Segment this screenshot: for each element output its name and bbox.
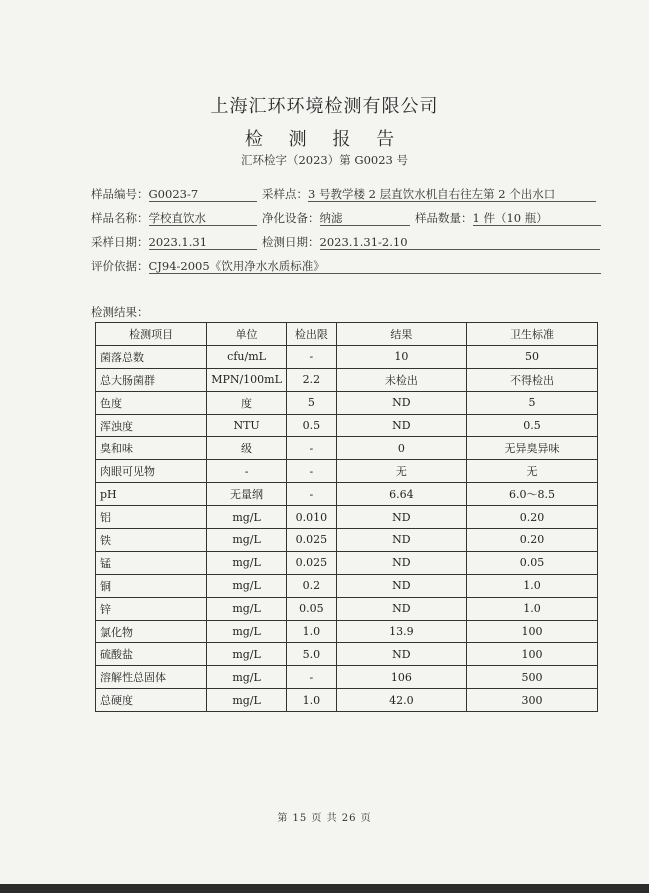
table-header-row (96, 323, 598, 346)
cell-result: 13.9 (336, 620, 466, 643)
cell-detection-limit: - (286, 483, 336, 506)
cell-unit: MPN/100mL (207, 368, 287, 391)
cell-result: ND (336, 574, 466, 597)
cell-detection-limit: 0.05 (286, 597, 336, 620)
table-row (96, 437, 598, 460)
cell-item: 溶解性总固体 (96, 666, 207, 689)
table-row (96, 345, 598, 368)
cell-result: ND (336, 597, 466, 620)
cell-unit: mg/L (207, 551, 287, 574)
table-row (96, 368, 598, 391)
cell-result: ND (336, 643, 466, 666)
sample-no-value: G0023-7 (149, 187, 257, 202)
header-item: 检测项目 (96, 323, 207, 346)
cell-result: ND (336, 506, 466, 529)
cell-item: 氯化物 (96, 620, 207, 643)
basis-field (91, 258, 601, 274)
sample-no-label: 样品编号： (91, 187, 149, 201)
cell-unit: mg/L (207, 666, 287, 689)
cell-detection-limit: 5 (286, 391, 336, 414)
header-detection-limit: 检出限 (286, 323, 336, 346)
cell-result: ND (336, 414, 466, 437)
cell-unit: mg/L (207, 597, 287, 620)
table-row (96, 643, 598, 666)
cell-item: 菌落总数 (96, 345, 207, 368)
cell-detection-limit: - (286, 345, 336, 368)
test-date-label: 检测日期： (262, 235, 320, 249)
cell-detection-limit: 1.0 (286, 620, 336, 643)
cell-standard: 1.0 (466, 574, 597, 597)
cell-result: ND (336, 551, 466, 574)
header-result: 结果 (336, 323, 466, 346)
cell-item: 硫酸盐 (96, 643, 207, 666)
sample-name-label: 样品名称： (91, 211, 149, 225)
cell-item: 浑浊度 (96, 414, 207, 437)
cell-detection-limit: - (286, 460, 336, 483)
cell-standard: 100 (466, 643, 597, 666)
cell-standard: 无 (466, 460, 597, 483)
cell-unit: 级 (207, 437, 287, 460)
cell-unit: mg/L (207, 620, 287, 643)
cell-item: 总大肠菌群 (96, 368, 207, 391)
cell-detection-limit: 0.2 (286, 574, 336, 597)
cell-result: 106 (336, 666, 466, 689)
cell-detection-limit: 0.5 (286, 414, 336, 437)
purify-field (262, 210, 410, 226)
header-standard: 卫生标准 (466, 323, 597, 346)
cell-standard: 6.0～8.5 (466, 483, 597, 506)
cell-standard: 50 (466, 345, 597, 368)
table-row (96, 689, 598, 712)
cell-result: 未检出 (336, 368, 466, 391)
cell-item: 臭和味 (96, 437, 207, 460)
cell-item: 铁 (96, 529, 207, 552)
cell-standard: 无异臭异味 (466, 437, 597, 460)
basis-value: CJ94-2005《饮用净水水质标准》 (149, 259, 601, 274)
cell-standard: 0.05 (466, 551, 597, 574)
cell-standard: 500 (466, 666, 597, 689)
cell-detection-limit: 2.2 (286, 368, 336, 391)
cell-unit: mg/L (207, 574, 287, 597)
header-unit: 单位 (207, 323, 287, 346)
cell-item: 色度 (96, 391, 207, 414)
sample-name-field (91, 210, 257, 226)
cell-unit: 无量纲 (207, 483, 287, 506)
cell-unit: cfu/mL (207, 345, 287, 368)
table-row (96, 574, 598, 597)
cell-item: 铜 (96, 574, 207, 597)
purify-label: 净化设备： (262, 211, 320, 225)
cell-detection-limit: 0.025 (286, 551, 336, 574)
cell-result: 10 (336, 345, 466, 368)
cell-unit: mg/L (207, 529, 287, 552)
cell-unit: NTU (207, 414, 287, 437)
cell-result: ND (336, 529, 466, 552)
cell-detection-limit: - (286, 666, 336, 689)
cell-item: 总硬度 (96, 689, 207, 712)
table-row (96, 483, 598, 506)
cell-standard: 0.20 (466, 506, 597, 529)
table-row (96, 506, 598, 529)
cell-detection-limit: 0.025 (286, 529, 336, 552)
table-row (96, 597, 598, 620)
cell-standard: 0.5 (466, 414, 597, 437)
cell-unit: mg/L (207, 689, 287, 712)
cell-result: 6.64 (336, 483, 466, 506)
table-row (96, 391, 598, 414)
sample-no-field (91, 186, 257, 202)
cell-unit: - (207, 460, 287, 483)
test-date-value: 2023.1.31-2.10 (320, 235, 600, 250)
sample-date-label: 采样日期： (91, 235, 149, 249)
sample-date-value: 2023.1.31 (149, 235, 257, 250)
cell-result: ND (336, 391, 466, 414)
cell-detection-limit: 0.010 (286, 506, 336, 529)
table-row (96, 414, 598, 437)
table-row (96, 529, 598, 552)
table-row (96, 620, 598, 643)
cell-result: 42.0 (336, 689, 466, 712)
cell-standard: 不得检出 (466, 368, 597, 391)
results-label: 检测结果： (91, 305, 149, 319)
cell-standard: 0.20 (466, 529, 597, 552)
results-table (95, 322, 598, 712)
cell-unit: mg/L (207, 506, 287, 529)
page-footer: 第 15 页 共 26 页 (277, 813, 372, 824)
table-row (96, 460, 598, 483)
report-title: 检 测 报 告 (244, 129, 405, 150)
cell-unit: mg/L (207, 643, 287, 666)
scan-edge (0, 884, 649, 893)
quantity-label: 样品数量： (415, 211, 473, 225)
basis-label: 评价依据： (91, 259, 149, 273)
cell-standard: 300 (466, 689, 597, 712)
quantity-value: 1 件（10 瓶） (473, 211, 601, 226)
cell-standard: 5 (466, 391, 597, 414)
cell-standard: 100 (466, 620, 597, 643)
purify-value: 纳滤 (320, 211, 410, 226)
cell-item: 铝 (96, 506, 207, 529)
cell-standard: 1.0 (466, 597, 597, 620)
cell-item: 锰 (96, 551, 207, 574)
cell-item: pH (96, 483, 207, 506)
cell-detection-limit: 5.0 (286, 643, 336, 666)
sample-date-field (91, 234, 257, 250)
sample-name-value: 学校直饮水 (149, 211, 257, 226)
test-date-field (262, 234, 600, 250)
table-row (96, 551, 598, 574)
sample-point-field (262, 186, 596, 202)
cell-detection-limit: - (286, 437, 336, 460)
table-row (96, 666, 598, 689)
report-number: 汇环检字（2023）第 G0023 号 (240, 153, 409, 167)
table-body (96, 345, 598, 711)
quantity-field (415, 210, 601, 226)
sample-point-label: 采样点： (262, 187, 308, 201)
company-name: 上海汇环环境检测有限公司 (210, 96, 439, 117)
cell-result: 0 (336, 437, 466, 460)
cell-item: 肉眼可见物 (96, 460, 207, 483)
cell-unit: 度 (207, 391, 287, 414)
cell-detection-limit: 1.0 (286, 689, 336, 712)
sample-point-value: 3 号教学楼 2 层直饮水机自右往左第 2 个出水口 (308, 187, 596, 202)
cell-result: 无 (336, 460, 466, 483)
cell-item: 锌 (96, 597, 207, 620)
